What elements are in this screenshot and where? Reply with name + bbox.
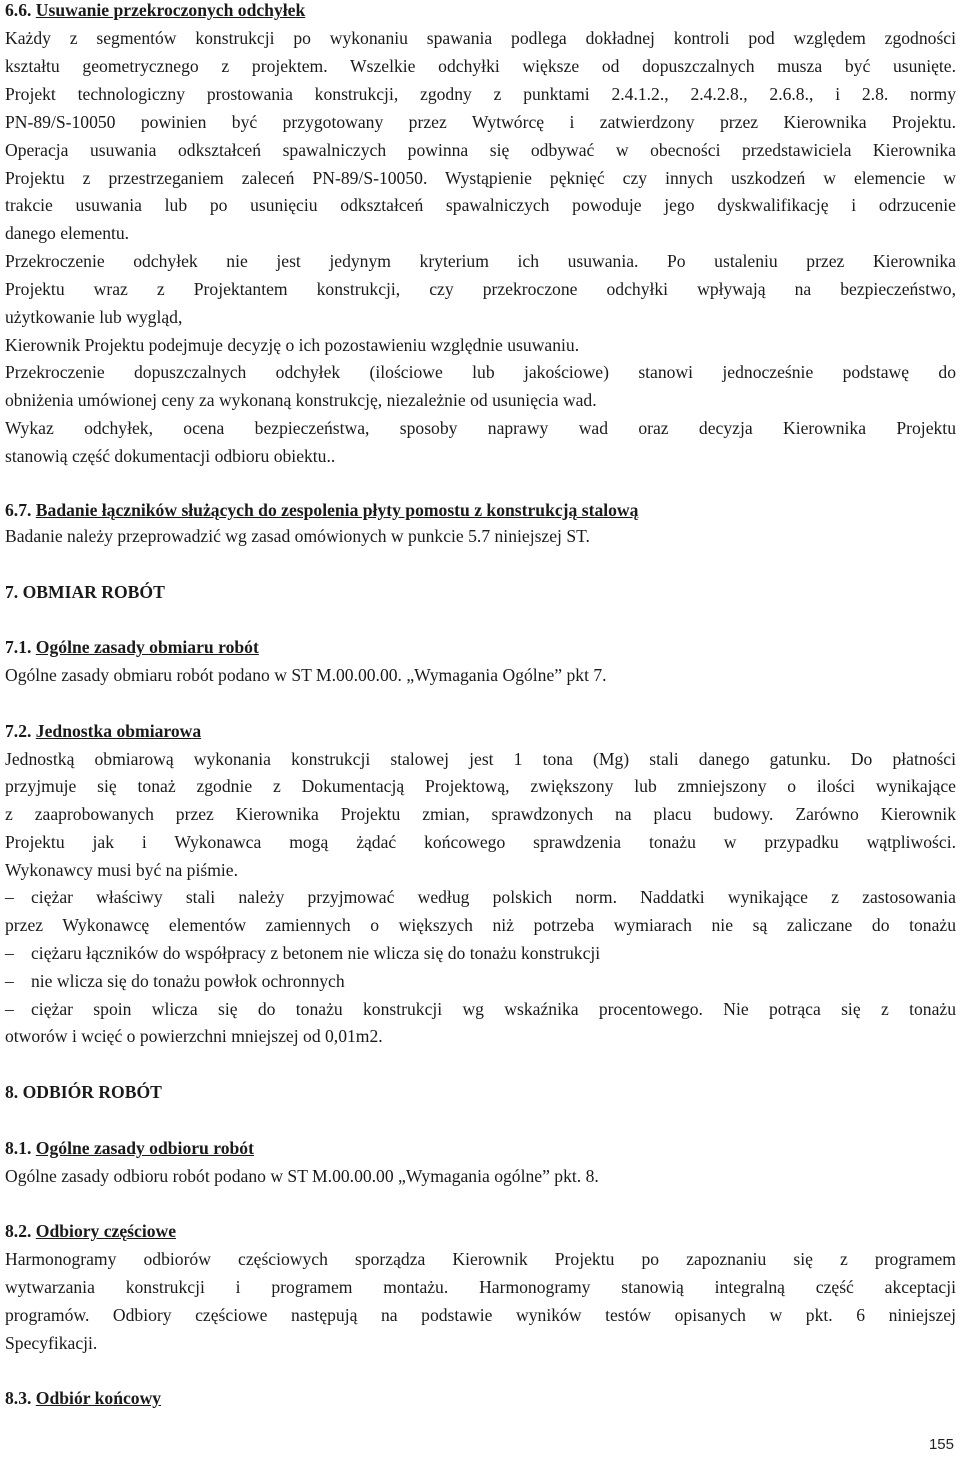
dash-bullet: – bbox=[5, 971, 14, 991]
paragraph-line: Przekroczenie dopuszczalnych odchyłek (ilościowe lub jakościowe) stanowi jednocześnie podstawę do bbox=[5, 362, 956, 382]
section-heading-8-2 bbox=[5, 1217, 956, 1245]
paragraph-line: Harmonogramy odbiorów częściowych sporządza Kierownik Projektu po zapoznaniu się z programem bbox=[5, 1249, 956, 1269]
paragraph-line: obniżenia umówionej ceny za wykonaną konstrukcję, niezależnie od usunięcia wad. bbox=[5, 390, 597, 410]
paragraph-line: Wykaz odchyłek, ocena bezpieczeństwa, sposoby naprawy wad oraz decyzja Kierownika Projektu bbox=[5, 418, 956, 438]
heading-number: 8.3. bbox=[5, 1388, 32, 1408]
list-item-continuation: otworów i wcięć o powierzchni mniejszej od 0,01m2. bbox=[5, 1026, 383, 1046]
paragraph-line: PN-89/S-10050 powinien być przygotowany przez Wytwórcę i zatwierdzony przez Kierownika Projektu. bbox=[5, 112, 956, 132]
section-heading-7-2 bbox=[5, 717, 956, 745]
dash-bullet: – bbox=[5, 999, 14, 1019]
section-heading-7-1 bbox=[5, 633, 956, 661]
paragraph-line: Specyfikacji. bbox=[5, 1333, 98, 1353]
paragraph-line: Jednostką obmiarową wykonania konstrukcji stalowej jest 1 tona (Mg) stali danego gatunku. Do płatności bbox=[5, 749, 956, 769]
section-heading-6-7 bbox=[5, 496, 956, 524]
heading-text: Ogólne zasady odbioru robót bbox=[35, 1138, 254, 1158]
heading-number: 6.6. bbox=[5, 0, 32, 20]
dash-bullet: – bbox=[5, 887, 14, 907]
paragraph-line: Projektu z przestrzeganiem zaleceń PN-89/S-10050. Wystąpienie pęknięć czy innych uszkodzeń w elemencie w bbox=[5, 168, 956, 188]
heading-text: Ogólne zasady obmiaru robót bbox=[35, 637, 259, 657]
heading-text: Jednostka obmiarowa bbox=[35, 721, 202, 741]
paragraph-line: przyjmuje się tonaż zgodnie z Dokumentacją Projektową, zwiększony lub zmniejszony o ilości wynikające bbox=[5, 776, 956, 796]
paragraph-line: programów. Odbiory częściowe następują na podstawie wyników testów opisanych w pkt. 6 niniejszej bbox=[5, 1305, 956, 1325]
list-item-text: nie wlicza się do tonażu powłok ochronnych bbox=[31, 971, 345, 991]
paragraph-line: Projektu wraz z Projektantem konstrukcji, czy przekroczone odchyłki wpływają na bezpieczeństwo, bbox=[5, 279, 956, 299]
heading-text: Usuwanie przekroczonych odchyłek bbox=[35, 0, 306, 20]
paragraph-line: Badanie należy przeprowadzić wg zasad omówionych w punkcie 5.7 niniejszej ST. bbox=[5, 526, 590, 546]
paragraph-line: Każdy z segmentów konstrukcji po wykonaniu spawania podlega dokładnej kontroli pod względem zgodności bbox=[5, 28, 956, 48]
paragraph-line: Przekroczenie odchyłek nie jest jedynym kryterium ich usuwania. Po ustaleniu przez Kierownika bbox=[5, 251, 956, 271]
page-number: 155 bbox=[928, 1436, 954, 1453]
heading-number: 8.1. bbox=[5, 1138, 32, 1158]
paragraph-line: Wykonawcy musi być na piśmie. bbox=[5, 860, 238, 880]
list-item bbox=[5, 939, 956, 967]
paragraph-line: Projekt technologiczny prostowania konstrukcji, zgodny z punktami 2.4.1.2., 2.4.2.8., 2.6.8., i 2.8. normy bbox=[5, 84, 956, 104]
heading-number: 7.1. bbox=[5, 637, 32, 657]
heading-number: 6.7. bbox=[5, 500, 32, 520]
list-item-text: ciężaru łączników do współpracy z betonem nie wlicza się do tonażu konstrukcji bbox=[31, 943, 601, 963]
paragraph-line: Ogólne zasady odbioru robót podano w ST M.00.00.00 „Wymagania ogólne” pkt. 8. bbox=[5, 1166, 599, 1186]
paragraph-line: Operacja usuwania odkształceń spawalniczych powinna się odbywać w obecności przedstawiciela Kierownika bbox=[5, 140, 956, 160]
heading-number: 7.2. bbox=[5, 721, 32, 741]
list-item bbox=[5, 995, 956, 1023]
paragraph-line: wytwarzania konstrukcji i programem montażu. Harmonogramy stanowią integralną część akceptacji bbox=[5, 1277, 956, 1297]
paragraph-line: z zaaprobowanych przez Kierownika Projektu zmian, sprawdzonych na placu budowy. Zarówno Kierownik bbox=[5, 804, 956, 824]
section-heading-6-6 bbox=[5, 0, 956, 24]
paragraph-line: Ogólne zasady obmiaru robót podano w ST M.00.00.00. „Wymagania Ogólne” pkt 7. bbox=[5, 665, 607, 685]
list-item-text: ciężar spoin wlicza się do tonażu konstrukcji wg wskaźnika procentowego. Nie potrąca się z tonażu bbox=[31, 999, 956, 1019]
heading-text: Odbiór końcowy bbox=[35, 1388, 162, 1408]
paragraph-line: Projektu jak i Wykonawca mogą żądać końcowego sprawdzenia tonażu w przypadku wątpliwości. bbox=[5, 832, 956, 852]
paragraph-line: stanowią część dokumentacji odbioru obiektu.. bbox=[5, 446, 336, 466]
paragraph-line: danego elementu. bbox=[5, 223, 130, 243]
list-item-continuation: przez Wykonawcę elementów zamiennych o większych niż potrzeba wymiarach nie są zaliczane do tonażu bbox=[5, 915, 956, 935]
section-heading-8: 8. ODBIÓR ROBÓT bbox=[5, 1082, 162, 1102]
list-item-text: ciężar właściwy stali należy przyjmować według polskich norm. Naddatki wynikające z zastosowania bbox=[31, 887, 956, 907]
section-heading-8-3 bbox=[5, 1384, 956, 1412]
paragraph-line: Kierownik Projektu podejmuje decyzję o ich pozostawieniu względnie usuwaniu. bbox=[5, 335, 580, 355]
heading-text: Odbiory częściowe bbox=[35, 1221, 177, 1241]
heading-text: Badanie łączników służących do zespolenia płyty pomostu z konstrukcją stalową bbox=[35, 500, 639, 520]
section-heading-8-1 bbox=[5, 1134, 956, 1162]
heading-number: 8.2. bbox=[5, 1221, 32, 1241]
list-item bbox=[5, 883, 956, 911]
dash-bullet: – bbox=[5, 943, 14, 963]
list-item bbox=[5, 967, 956, 995]
paragraph-line: trakcie usuwania lub po usunięciu odkształceń spawalniczych powoduje jego dyskwalifikację i odrzucenie bbox=[5, 195, 956, 215]
paragraph-line: użytkowanie lub wygląd, bbox=[5, 307, 183, 327]
paragraph-line: kształtu geometrycznego z projektem. Wszelkie odchyłki większe od dopuszczalnych musza być usunięte. bbox=[5, 56, 956, 76]
section-heading-7: 7. OBMIAR ROBÓT bbox=[5, 582, 165, 602]
